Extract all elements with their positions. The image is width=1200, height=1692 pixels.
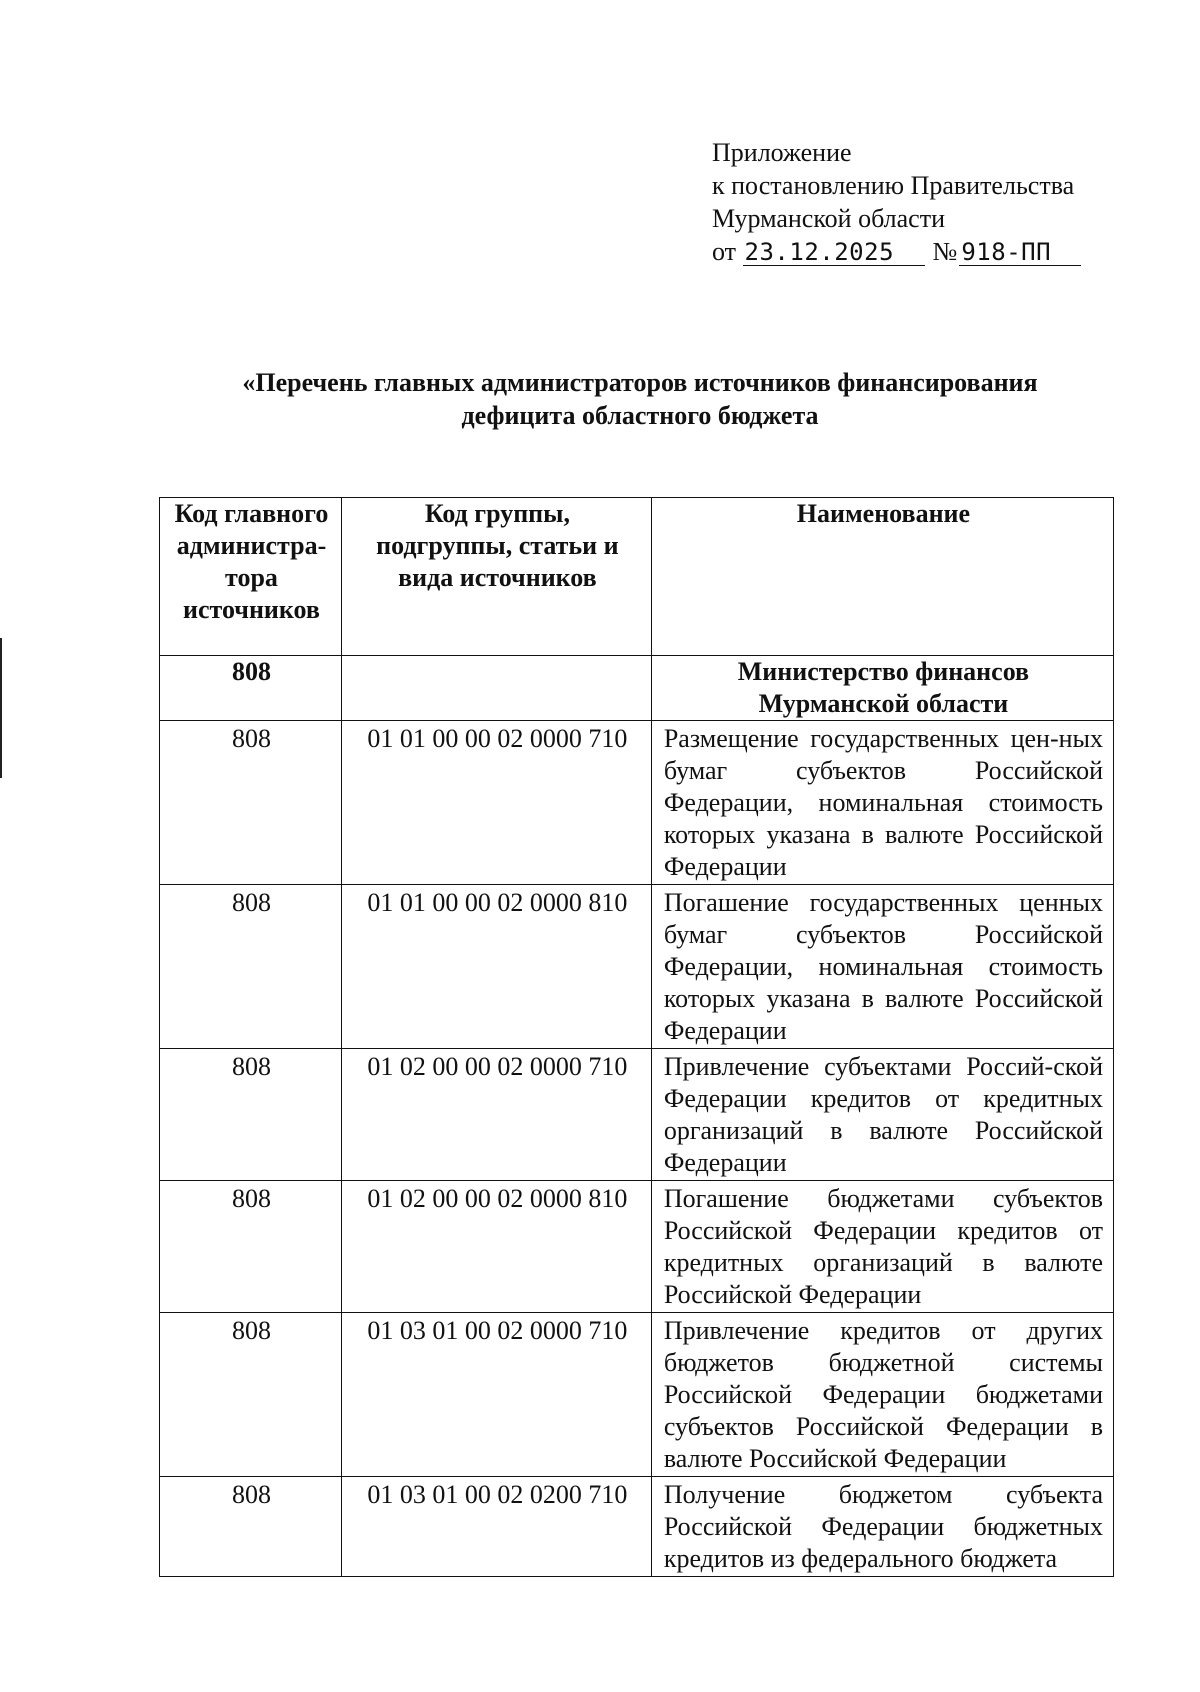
resolution-number: 918-ПП (959, 239, 1081, 266)
scan-edge-mark (0, 638, 2, 778)
name-cell: Размещение государственных цен-ных бумаг субъектов Российской Федерации, номинальная стоимость которых указана в валюте Российской Федерации (651, 721, 1113, 885)
name-cell: Привлечение кредитов от других бюджетов бюджетной системы Российской Федерации бюджетами субъектов Российской Федерации в валюте Российской Федерации (651, 1313, 1113, 1477)
resolution-date: 23.12.2025 (743, 239, 925, 266)
admin-code-cell: 808 (160, 1477, 342, 1577)
title-line-1: «Перечень главных администраторов источников финансирования (242, 368, 1038, 397)
header-name: Наименование (651, 498, 1113, 656)
group-code-cell: 01 03 01 00 02 0200 710 (341, 1477, 651, 1577)
admin-code-cell: 808 (160, 1313, 342, 1477)
ministry-name: Министерство финансов Мурманской области (651, 656, 1113, 721)
name-cell: Погашение государственных ценных бумаг субъектов Российской Федерации, номинальная стоимость которых указана в валюте Российской Федерации (651, 885, 1113, 1049)
group-code-cell: 01 01 00 00 02 0000 810 (341, 885, 651, 1049)
admin-code-cell: 808 (160, 1181, 342, 1313)
table-row (160, 1313, 1114, 1477)
name-cell: Получение бюджетом субъекта Российской Федерации бюджетных кредитов из федерального бюджета (651, 1477, 1113, 1577)
administrators-table (159, 497, 1114, 1577)
date-prefix: от (712, 237, 737, 266)
table-row (160, 721, 1114, 885)
name-cell: Привлечение субъектами Россий-ской Федерации кредитов от кредитных организаций в валюте Российской Федерации (651, 1049, 1113, 1181)
header-group-code: Код группы, подгруппы, статьи и вида источников (341, 498, 651, 656)
number-sign: № (932, 237, 958, 266)
group-code-cell: 01 01 00 00 02 0000 710 (341, 721, 651, 885)
annex-header (712, 136, 1081, 268)
table-row (160, 1477, 1114, 1577)
annex-line-1: Приложение (712, 138, 852, 167)
annex-line-3: Мурманской области (712, 204, 945, 233)
ministry-admin-code: 808 (160, 656, 342, 721)
header-admin-code: Код главного администра-тора источников (160, 498, 342, 656)
document-title (140, 366, 1140, 432)
table-header-row (160, 498, 1114, 656)
table-row (160, 1049, 1114, 1181)
name-cell: Погашение бюджетами субъектов Российской Федерации кредитов от кредитных организаций в валюте Российской Федерации (651, 1181, 1113, 1313)
annex-date-line (712, 235, 1081, 268)
title-line-2: дефицита областного бюджета (461, 401, 819, 430)
ministry-row (160, 656, 1114, 721)
admin-code-cell: 808 (160, 721, 342, 885)
group-code-cell: 01 02 00 00 02 0000 710 (341, 1049, 651, 1181)
admin-code-cell: 808 (160, 1049, 342, 1181)
group-code-cell: 01 03 01 00 02 0000 710 (341, 1313, 651, 1477)
admin-code-cell: 808 (160, 885, 342, 1049)
group-code-cell: 01 02 00 00 02 0000 810 (341, 1181, 651, 1313)
ministry-group-code (341, 656, 651, 721)
annex-line-2: к постановлению Правительства (712, 171, 1075, 200)
table-row (160, 885, 1114, 1049)
table-row (160, 1181, 1114, 1313)
